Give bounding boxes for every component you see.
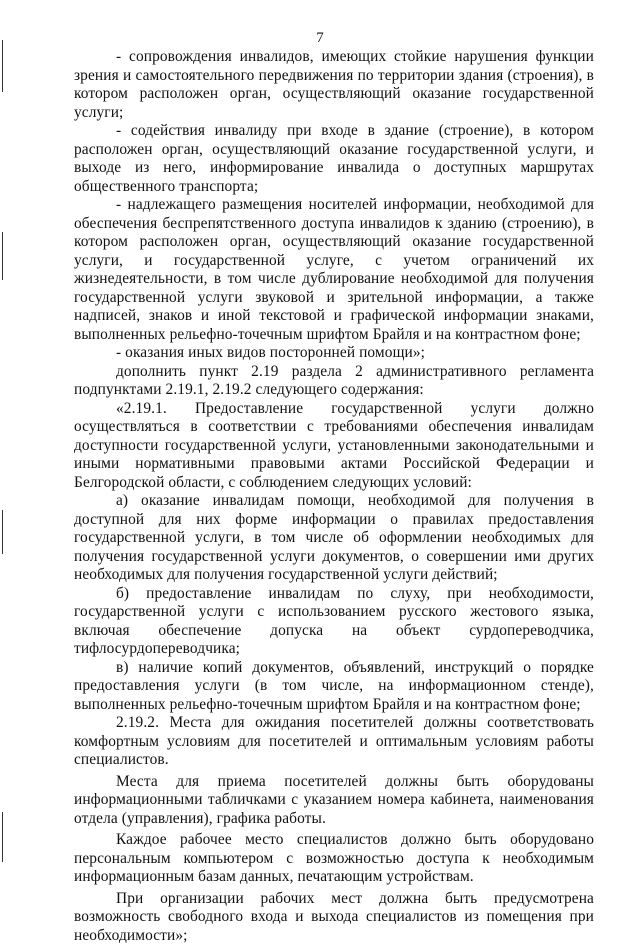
paragraph: - сопровождения инвалидов, имеющих стойкие нарушения функции зрения и самостоятельного передвижения по территории здания (строения), в котором расположен орган, осуществляющий оказание государственной услуги; xyxy=(74,48,594,122)
paragraph: 2.19.2. Места для ожидания посетителей должны соответствовать комфортным условиям для посетителей и оптимальным условиям работы специалистов. xyxy=(74,714,594,770)
margin-mark xyxy=(2,812,3,862)
paragraph: - содействия инвалиду при входе в здание (строение), в котором расположен орган, осуществляющий оказание государственной услуги, и выходе из него, информирование инвалида о доступных маршрутах общественного транспорта; xyxy=(74,122,594,196)
paragraph: - оказания иных видов посторонней помощи»; xyxy=(74,344,594,363)
margin-mark xyxy=(2,510,3,554)
paragraph: «2.19.1. Предоставление государственной услуги должно осуществляться в соответствии с требованиями обеспечения инвалидам доступности государственной услуги, установленными законодательными и иными нормативными правовыми актами Российской Федерации и Белгородской области, с соблюдением следующих условий: xyxy=(74,400,594,493)
paragraph: в) наличие копий документов, объявлений, инструкций о порядке предоставления услуги (в том числе, на информационном стенде), выполненных рельефно-точечным шрифтом Брайля и на контрастном фоне; xyxy=(74,659,594,715)
document-body xyxy=(74,48,594,945)
paragraph: - надлежащего размещения носителей информации, необходимой для обеспечения беспрепятственного доступа инвалидов к зданию (строению), в котором расположен орган, осуществляющий оказание государственной услуги, и государственной услуге, с учетом ограничений их жизнедеятельности, в том числе дублирование необходимой для получения государственной услуги звуковой и зрительной информации, а также надписей, знаков и иной текстовой и графической информации знаками, выполненных рельефно-точечным шрифтом Брайля и на контрастном фоне; xyxy=(74,196,594,344)
paragraph: При организации рабочих мест должна быть предусмотрена возможность свободного входа и выхода специалистов из помещения при необходимости»; xyxy=(74,890,594,945)
page-number: 7 xyxy=(0,30,640,47)
paragraph: б) предоставление инвалидам по слуху, при необходимости, государственной услуги с использованием русского жестового языка, включая обеспечение допуска на объект сурдопереводчика, тифлосурдопереводчика; xyxy=(74,585,594,659)
paragraph: дополнить пункт 2.19 раздела 2 административного регламента подпунктами 2.19.1, 2.19.2 следующего содержания: xyxy=(74,363,594,400)
margin-mark xyxy=(2,40,3,92)
paragraph: Места для приема посетителей должны быть оборудованы информационными табличками с указанием номера кабинета, наименования отдела (управления), графика работы. xyxy=(74,773,594,829)
paragraph: а) оказание инвалидам помощи, необходимой для получения в доступной для них форме информации о правилах предоставления государственной услуги, в том числе об оформлении необходимых для получения государственной услуги документов, о совершении ими других необходимых для получения государственной услуги действий; xyxy=(74,492,594,585)
paragraph: Каждое рабочее место специалистов должно быть оборудовано персональным компьютером с возможностью доступа к необходимым информационным базам данных, печатающим устройствам. xyxy=(74,831,594,887)
margin-mark xyxy=(2,232,3,280)
